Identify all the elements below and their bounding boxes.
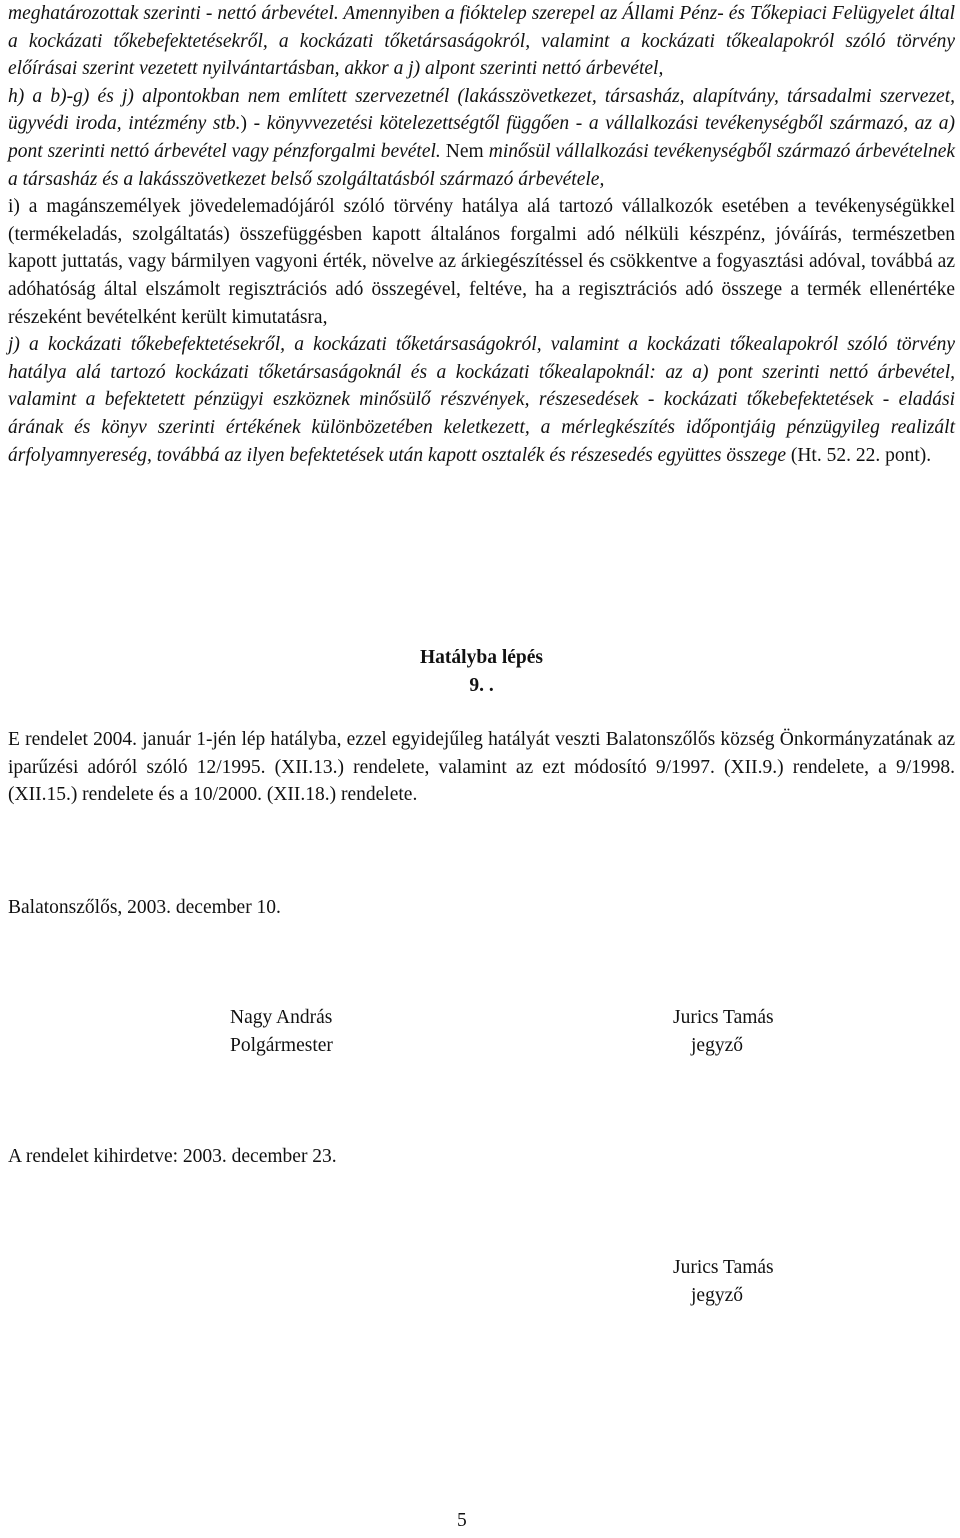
page-number: 5 [457,1510,467,1531]
section-heading [8,644,955,700]
signatory-role: Polgármester [230,1035,333,1056]
effective-paragraph [8,726,955,809]
paragraph-i [8,193,955,331]
signature-mayor [230,1004,333,1060]
signature-notary-2 [673,1254,774,1310]
place-and-date: Balatonszőlős, 2003. december 10. [8,897,281,918]
text-segment: ) [240,113,247,135]
text-segment: - könyvvezetési kötelezettségtől függően - a vállalkozási tevékenységből származó, az a) pont szerinti nettó árbevétel vagy pénzforgalmi bevétel. [8,113,955,162]
heading-section-number: 9. . [469,675,494,696]
signatory-role: jegyző [691,1285,743,1306]
text-segment: minősül vállalkozási tevékenységből származó árbevételnek a társasház és a lakásszövetkezet belső szolgáltatásból származó árbevétele, [8,140,956,190]
document-page [8,0,955,1538]
signatory-name: Jurics Tamás [673,1007,774,1028]
heading-title: Hatályba lépés [420,647,543,668]
effective-text: E rendelet 2004. január 1-jén lép hatályba, ezzel egyidejűleg hatályát veszti Balatonszőlős község Önkormányzatának az iparűzési adóról szóló 12/1995. (XII.13.) rendelete, valamint az ezt módosító 9/1997. (XII.9.) rendelete, a 9/1998. (XII.15.) rendelete és a 10/2000. (XII.18.) rendelete. [8,729,955,806]
body-paragraphs [8,0,955,469]
text-segment: h) a b)-g) és j) alpontokban nem említett szervezetnél (lakásszövetkezet, társasház, alapítvány, társadalmi szervezet, ügyvédi iroda, intézmény stb. [8,85,955,135]
text-segment: (Ht. 52. 22. pont). [785,444,932,466]
signatory-role: jegyző [691,1035,743,1056]
text-segment: Nem [440,140,489,162]
signatory-name: Jurics Tamás [673,1257,774,1278]
signatory-name: Nagy András [230,1007,333,1028]
paragraph-h [8,83,955,193]
paragraph-j [8,331,955,469]
paragraph-g-continuation [8,0,955,83]
text-segment: i) a magánszemélyek jövedelemadójáról szóló törvény hatálya alá tartozó vállalkozók esetében a tevékenységükkel (termékeladás, szolgáltatás) összefüggésben kapott általános forgalmi adó nélküli készpénz, jóváírás, természetben kapott juttatás, vagy bármilyen vagyoni érték, növelve az árkiegészítéssel és csökkentve a fogyasztási adóval, továbbá az adóhatóság által elszámolt regisztrációs adó összegével, feltéve, ha a regisztrációs adó összege a termék ellenértéke részeként bevételként került kimutatásra, [8,196,955,328]
text-segment: meghatározottak szerinti - nettó árbevétel. Amennyiben a fióktelep szerepel az Állami Pénz- és Tőkepiaci Felügyelet által a kockázati tőkebefektetésekről, a kockázati tőketársaságokról, valamint a kockázati tőkealapokról szóló törvény előírásai szerint vezetett nyilvántartásban, akkor a j) alpont szerinti nettó árbevétel, [8,3,955,80]
promulgation-note: A rendelet kihirdetve: 2003. december 23. [8,1146,337,1167]
signature-notary [673,1004,774,1060]
text-segment: j) a kockázati tőkebefektetésekről, a kockázati tőketársaságokról, valamint a kockázati tőkealapokról szóló törvény hatálya alá tartozó kockázati tőketársaságoknál és a kockázati tőkealapoknál: az a) pont szerinti nettó árbevétel, valamint a befektetett pénzügyi eszköznek minősülő részvények, részesedések - kockázati tőkebefektetések - eladási árának és könyv szerinti értékének különbözetében keletkezett, a mérlegkészítés időpontjáig pénzügyileg realizált árfolyamnyereség, továbbá az ilyen befektetések után kapott osztalék és részesedés együttes összege [8,334,955,466]
